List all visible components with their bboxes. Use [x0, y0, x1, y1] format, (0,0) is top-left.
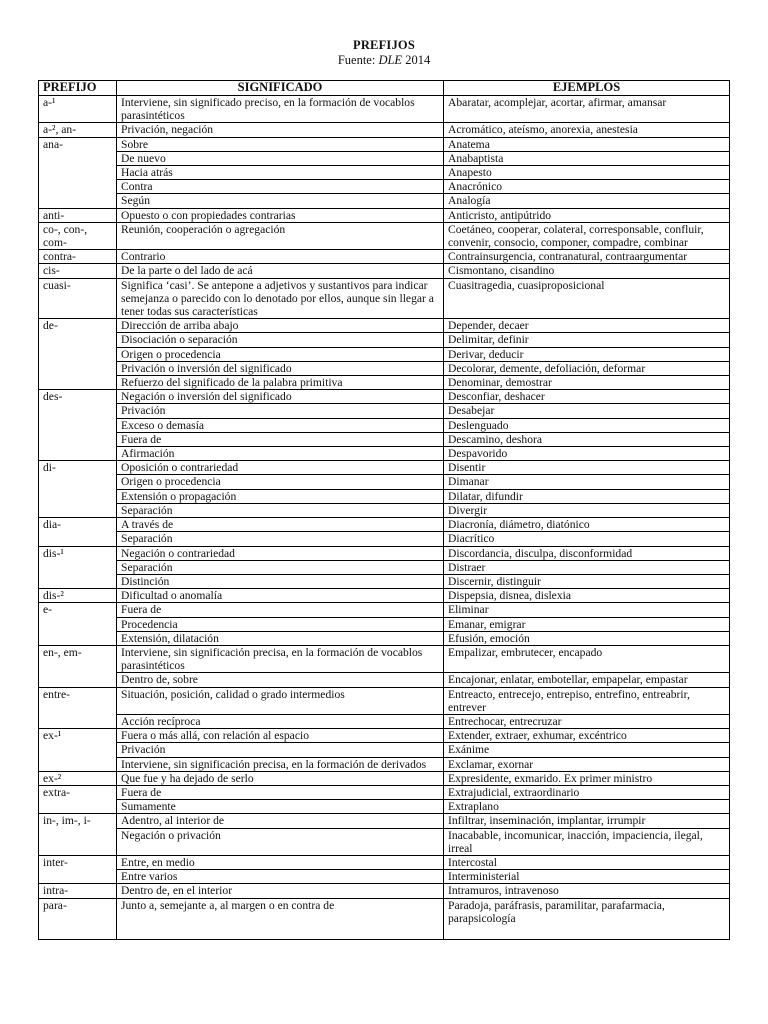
- meaning-cell: Hacia atrás: [117, 166, 444, 180]
- meaning-cell: Adentro, al interior de: [117, 814, 444, 828]
- table-row: [39, 546, 730, 560]
- table-row: [39, 447, 730, 461]
- meaning-cell: Interviene, sin significado preciso, en la formación de vocablos parasintéticos: [117, 96, 444, 123]
- examples-cell: Contrainsurgencia, contranatural, contraargumentar: [444, 250, 730, 264]
- examples-cell: Expresidente, exmarido. Ex primer ministro: [444, 771, 730, 785]
- examples-cell: Extrajudicial, extraordinario: [444, 785, 730, 799]
- examples-cell: Analogía: [444, 194, 730, 208]
- meaning-cell: Junto a, semejante a, al margen o en contra de: [117, 898, 444, 939]
- header-significado: SIGNIFICADO: [117, 81, 444, 96]
- meaning-cell: Según: [117, 194, 444, 208]
- prefix-cell: entre-: [39, 687, 117, 729]
- table-row: [39, 418, 730, 432]
- examples-cell: Desabejar: [444, 404, 730, 418]
- prefix-cell: a-², an-: [39, 123, 117, 137]
- examples-cell: Extender, extraer, exhumar, excéntrico: [444, 729, 730, 743]
- meaning-cell: Fuera de: [117, 785, 444, 799]
- examples-cell: Anacrónico: [444, 180, 730, 194]
- examples-cell: Delimitar, definir: [444, 333, 730, 347]
- table-row: [39, 828, 730, 855]
- prefixes-table: [38, 80, 730, 940]
- examples-cell: Inacabable, incomunicar, inacción, impaciencia, ilegal, irreal: [444, 828, 730, 855]
- meaning-cell: Opuesto o con propiedades contrarias: [117, 208, 444, 222]
- meaning-cell: Negación o contrariedad: [117, 546, 444, 560]
- table-row: [39, 617, 730, 631]
- meaning-cell: Entre, en medio: [117, 855, 444, 869]
- examples-cell: Discernir, distinguir: [444, 574, 730, 588]
- meaning-cell: Separación: [117, 532, 444, 546]
- examples-cell: Infiltrar, inseminación, implantar, irrumpir: [444, 814, 730, 828]
- table-row: [39, 347, 730, 361]
- table-row: [39, 757, 730, 771]
- examples-cell: Emanar, emigrar: [444, 617, 730, 631]
- prefix-cell: contra-: [39, 250, 117, 264]
- meaning-cell: Situación, posición, calidad o grado intermedios: [117, 687, 444, 714]
- prefix-cell: dia-: [39, 518, 117, 546]
- meaning-cell: Procedencia: [117, 617, 444, 631]
- table-row: [39, 489, 730, 503]
- prefix-cell: cuasi-: [39, 278, 117, 319]
- table-body: [39, 96, 730, 940]
- examples-cell: Acromático, ateísmo, anorexia, anestesia: [444, 123, 730, 137]
- table-row: [39, 319, 730, 333]
- prefix-cell: anti-: [39, 208, 117, 222]
- meaning-cell: Entre varios: [117, 870, 444, 884]
- meaning-cell: Reunión, cooperación o agregación: [117, 222, 444, 249]
- subtitle-source: DLE: [378, 53, 403, 67]
- meaning-cell: De la parte o del lado de acá: [117, 264, 444, 278]
- examples-cell: Coetáneo, cooperar, colateral, corresponsable, confluir, convenir, consocio, componer, compadre, combinar: [444, 222, 730, 249]
- meaning-cell: Dentro de, en el interior: [117, 884, 444, 898]
- table-row: [39, 814, 730, 828]
- table-row: [39, 870, 730, 884]
- table-row: [39, 278, 730, 319]
- prefix-cell: ex-²: [39, 771, 117, 785]
- table-row: [39, 560, 730, 574]
- meaning-cell: Dificultad o anomalía: [117, 589, 444, 603]
- examples-cell: Extraplano: [444, 800, 730, 814]
- prefix-cell: ana-: [39, 137, 117, 208]
- table-row: [39, 475, 730, 489]
- meaning-cell: Origen o procedencia: [117, 475, 444, 489]
- meaning-cell: Interviene, sin significación precisa, en la formación de derivados: [117, 757, 444, 771]
- page-title: PREFIJOS: [352, 38, 416, 52]
- page-subtitle: [0, 53, 768, 68]
- examples-cell: Diacrítico: [444, 532, 730, 546]
- examples-cell: Deslenguado: [444, 418, 730, 432]
- meaning-cell: Que fue y ha dejado de serlo: [117, 771, 444, 785]
- table-row: [39, 376, 730, 390]
- meaning-cell: Separación: [117, 560, 444, 574]
- prefix-cell: extra-: [39, 785, 117, 813]
- meaning-cell: Extensión o propagación: [117, 489, 444, 503]
- examples-cell: Dispepsia, disnea, dislexia: [444, 589, 730, 603]
- table-row: [39, 729, 730, 743]
- examples-cell: Discordancia, disculpa, disconformidad: [444, 546, 730, 560]
- table-row: [39, 855, 730, 869]
- table-row: [39, 884, 730, 898]
- examples-cell: Eliminar: [444, 603, 730, 617]
- meaning-cell: Distinción: [117, 574, 444, 588]
- examples-cell: Desconfiar, deshacer: [444, 390, 730, 404]
- table-row: [39, 503, 730, 517]
- prefix-cell: en-, em-: [39, 645, 117, 687]
- table-row: [39, 785, 730, 799]
- prefix-cell: a-¹: [39, 96, 117, 123]
- header-prefijo: PREFIJO: [39, 81, 117, 96]
- meaning-cell: Extensión, dilatación: [117, 631, 444, 645]
- meaning-cell: Negación o privación: [117, 828, 444, 855]
- table-row: [39, 123, 730, 137]
- meaning-cell: Privación: [117, 404, 444, 418]
- table-row: [39, 574, 730, 588]
- examples-cell: Divergir: [444, 503, 730, 517]
- meaning-cell: Privación, negación: [117, 123, 444, 137]
- examples-cell: Abaratar, acomplejar, acortar, afirmar, amansar: [444, 96, 730, 123]
- prefix-cell: inter-: [39, 855, 117, 883]
- subtitle-year: 2014: [402, 53, 431, 67]
- examples-cell: Paradoja, paráfrasis, paramilitar, parafarmacia, parapsicología: [444, 898, 730, 939]
- examples-cell: Cuasitragedia, cuasiproposicional: [444, 278, 730, 319]
- prefix-cell: intra-: [39, 884, 117, 898]
- meaning-cell: Dentro de, sobre: [117, 673, 444, 687]
- table-row: [39, 518, 730, 532]
- header-ejemplos: EJEMPLOS: [444, 81, 730, 96]
- table-row: [39, 166, 730, 180]
- table-row: [39, 390, 730, 404]
- table-row: [39, 333, 730, 347]
- meaning-cell: Dirección de arriba abajo: [117, 319, 444, 333]
- table-row: [39, 687, 730, 714]
- table-row: [39, 714, 730, 728]
- examples-cell: Exclamar, exornar: [444, 757, 730, 771]
- table-row: [39, 250, 730, 264]
- examples-cell: Entreacto, entrecejo, entrepiso, entrefino, entreabrir, entrever: [444, 687, 730, 714]
- table-row: [39, 194, 730, 208]
- table-row: [39, 631, 730, 645]
- table-row: [39, 404, 730, 418]
- meaning-cell: Sobre: [117, 137, 444, 151]
- table-row: [39, 208, 730, 222]
- meaning-cell: Afirmación: [117, 447, 444, 461]
- subtitle-prefix: Fuente:: [337, 53, 379, 67]
- table-row: [39, 151, 730, 165]
- table-row: [39, 743, 730, 757]
- examples-cell: Derivar, deducir: [444, 347, 730, 361]
- examples-cell: Diacronía, diámetro, diatónico: [444, 518, 730, 532]
- table-row: [39, 645, 730, 672]
- examples-cell: Distraer: [444, 560, 730, 574]
- prefix-cell: e-: [39, 603, 117, 646]
- examples-cell: Anatema: [444, 137, 730, 151]
- examples-cell: Efusión, emoción: [444, 631, 730, 645]
- meaning-cell: Contrario: [117, 250, 444, 264]
- meaning-cell: Disociación o separación: [117, 333, 444, 347]
- table-row: [39, 771, 730, 785]
- meaning-cell: Exceso o demasía: [117, 418, 444, 432]
- meaning-cell: Negación o inversión del significado: [117, 390, 444, 404]
- table-row: [39, 603, 730, 617]
- examples-cell: Disentir: [444, 461, 730, 475]
- table-row: [39, 264, 730, 278]
- table-row: [39, 532, 730, 546]
- examples-cell: Descamino, deshora: [444, 432, 730, 446]
- prefix-cell: dis-¹: [39, 546, 117, 589]
- prefix-cell: de-: [39, 319, 117, 390]
- header-row: [39, 81, 730, 96]
- meaning-cell: Fuera de: [117, 603, 444, 617]
- meaning-cell: Sumamente: [117, 800, 444, 814]
- meaning-cell: Contra: [117, 180, 444, 194]
- prefix-cell: ex-¹: [39, 729, 117, 772]
- table-row: [39, 898, 730, 939]
- table-row: [39, 222, 730, 249]
- examples-cell: Denominar, demostrar: [444, 376, 730, 390]
- examples-cell: Entrechocar, entrecruzar: [444, 714, 730, 728]
- table-row: [39, 800, 730, 814]
- prefix-cell: co-, con-, com-: [39, 222, 117, 249]
- table-row: [39, 461, 730, 475]
- meaning-cell: Refuerzo del significado de la palabra primitiva: [117, 376, 444, 390]
- examples-cell: Cismontano, cisandino: [444, 264, 730, 278]
- meaning-cell: Separación: [117, 503, 444, 517]
- table-row: [39, 96, 730, 123]
- examples-cell: Exánime: [444, 743, 730, 757]
- examples-cell: Empalizar, embrutecer, encapado: [444, 645, 730, 672]
- meaning-cell: De nuevo: [117, 151, 444, 165]
- examples-cell: Intramuros, intravenoso: [444, 884, 730, 898]
- table-row: [39, 673, 730, 687]
- table-row: [39, 432, 730, 446]
- examples-cell: Anabaptista: [444, 151, 730, 165]
- prefix-cell: des-: [39, 390, 117, 461]
- prefix-cell: dis-²: [39, 589, 117, 603]
- meaning-cell: Privación: [117, 743, 444, 757]
- examples-cell: Encajonar, enlatar, embotellar, empapelar, empastar: [444, 673, 730, 687]
- examples-cell: Decolorar, demente, defoliación, deformar: [444, 361, 730, 375]
- examples-cell: Anapesto: [444, 166, 730, 180]
- meaning-cell: Fuera de: [117, 432, 444, 446]
- examples-cell: Dimanar: [444, 475, 730, 489]
- examples-cell: Intercostal: [444, 855, 730, 869]
- table-row: [39, 361, 730, 375]
- prefix-cell: para-: [39, 898, 117, 939]
- table-row: [39, 589, 730, 603]
- examples-cell: Dilatar, difundir: [444, 489, 730, 503]
- meaning-cell: A través de: [117, 518, 444, 532]
- meaning-cell: Acción recíproca: [117, 714, 444, 728]
- prefix-cell: in-, im-, i-: [39, 814, 117, 856]
- examples-cell: Despavorido: [444, 447, 730, 461]
- meaning-cell: Significa ‘casi’. Se antepone a adjetivos y sustantivos para indicar semejanza o parecido con lo denotado por ellos, aunque sin llegar a tener todas sus características: [117, 278, 444, 319]
- meaning-cell: Origen o procedencia: [117, 347, 444, 361]
- prefix-cell: cis-: [39, 264, 117, 278]
- meaning-cell: Interviene, sin significación precisa, en la formación de vocablos parasintéticos: [117, 645, 444, 672]
- examples-cell: Depender, decaer: [444, 319, 730, 333]
- meaning-cell: Oposición o contrariedad: [117, 461, 444, 475]
- meaning-cell: Privación o inversión del significado: [117, 361, 444, 375]
- table-row: [39, 180, 730, 194]
- table-header: [39, 81, 730, 96]
- table-row: [39, 137, 730, 151]
- examples-cell: Interministerial: [444, 870, 730, 884]
- prefix-cell: di-: [39, 461, 117, 518]
- examples-cell: Anticristo, antipútrido: [444, 208, 730, 222]
- meaning-cell: Fuera o más allá, con relación al espacio: [117, 729, 444, 743]
